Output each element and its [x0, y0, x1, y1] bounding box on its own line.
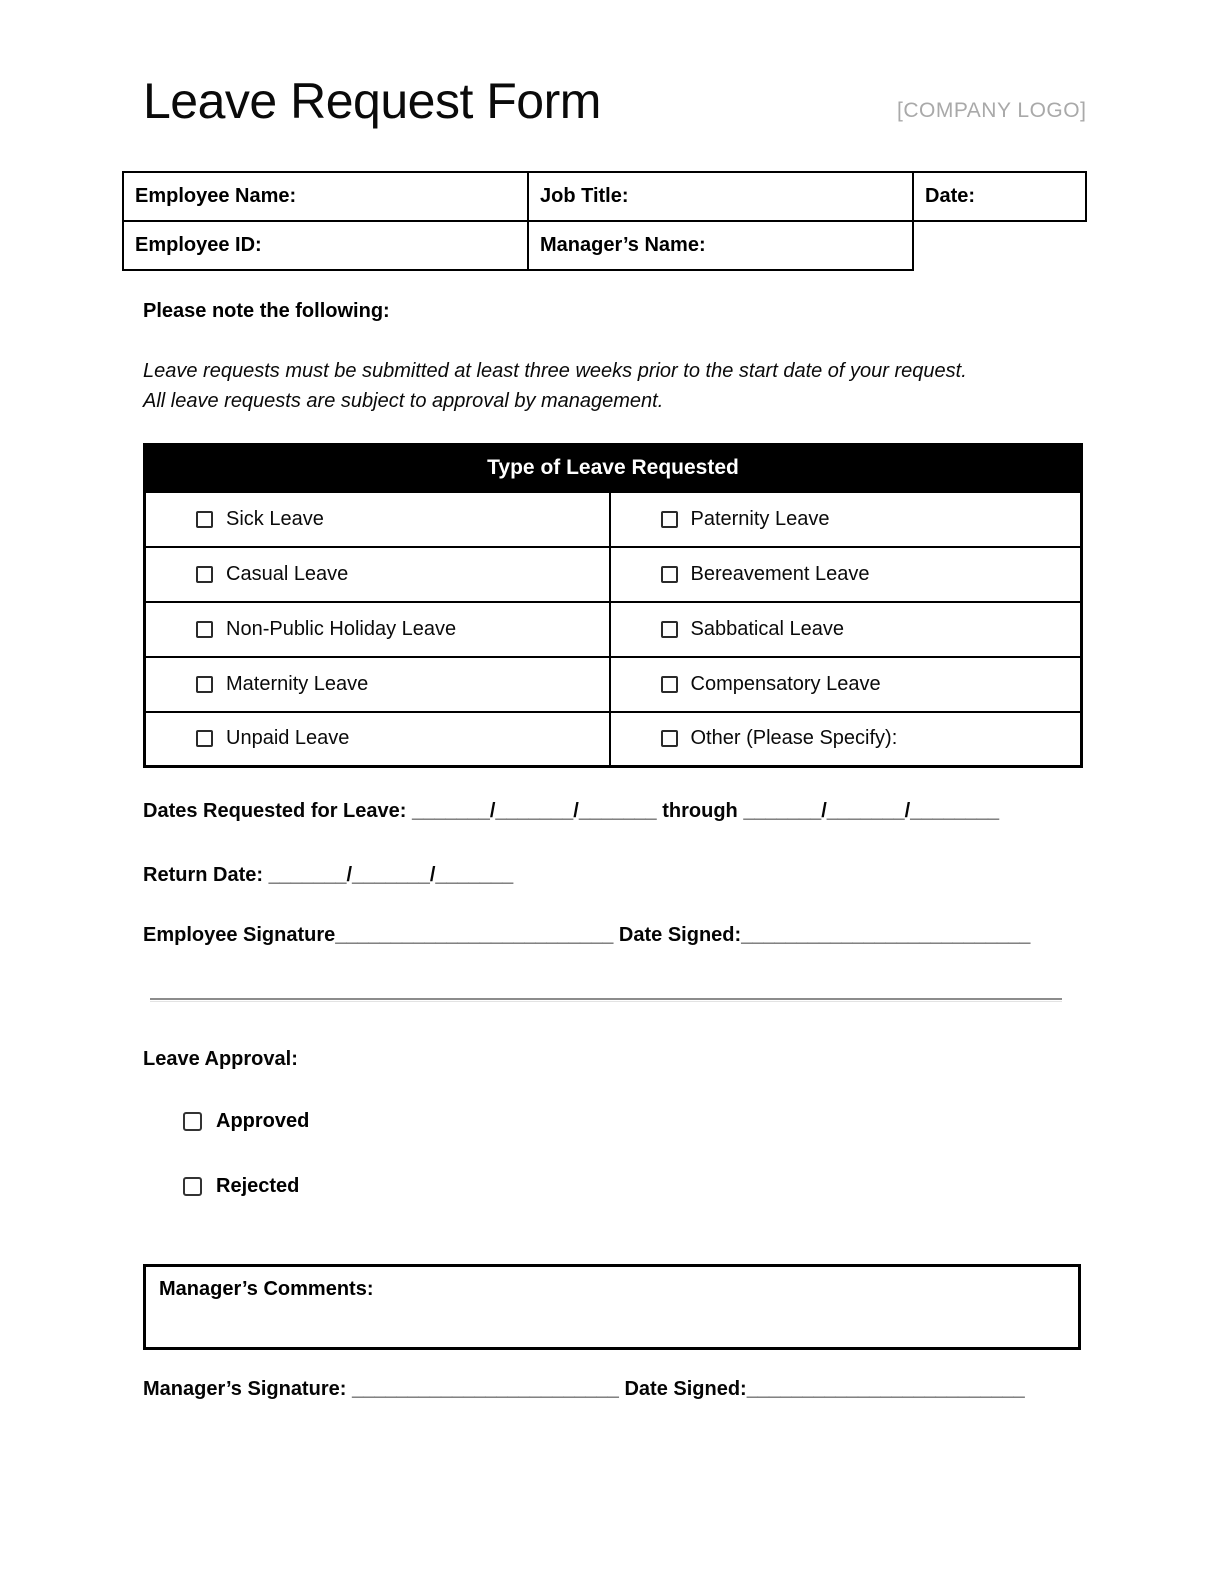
leave-option-label: Paternity Leave	[690, 507, 830, 530]
through-label: through	[662, 800, 738, 822]
leave-option-label: Unpaid Leave	[226, 727, 350, 750]
empty-cell	[913, 221, 1086, 270]
leave-option-cell	[610, 602, 1082, 657]
manager-name-cell: Manager’s Name:	[528, 221, 913, 270]
employee-signature-line	[143, 924, 1030, 947]
leave-option-cell	[145, 712, 610, 767]
return-date-line	[143, 864, 513, 887]
approved-label: Approved	[216, 1110, 310, 1132]
table-row	[145, 657, 1082, 712]
section-divider	[150, 998, 1062, 1002]
leave-option-label: Casual Leave	[226, 562, 349, 585]
leave-option-cell	[610, 712, 1082, 767]
date-blank-end: _______/_______/________	[743, 800, 1000, 822]
employee-id-cell: Employee ID:	[123, 221, 528, 270]
leave-option-label: Other (Please Specify):	[690, 727, 898, 750]
table-row	[123, 172, 1086, 221]
dates-requested-line	[143, 800, 999, 823]
employee-signature-blank: _________________________	[335, 924, 614, 946]
date-signed-blank: _________________________	[746, 1378, 1025, 1400]
page-title: Leave Request Form	[143, 73, 601, 129]
checkbox-casual-leave[interactable]	[196, 566, 213, 583]
leave-option-cell	[610, 547, 1082, 602]
table-row	[123, 221, 1086, 270]
date-cell: Date:	[913, 172, 1086, 221]
note-line: Leave requests must be submitted at least three weeks prior to the start date of your request.	[143, 360, 967, 382]
checkbox-compensatory-leave[interactable]	[661, 676, 678, 693]
checkbox-paternity-leave[interactable]	[661, 511, 678, 528]
manager-signature-label: Manager’s Signature:	[143, 1378, 347, 1400]
table-header-row	[145, 445, 1082, 492]
return-date-blank: _______/_______/_______	[268, 864, 514, 886]
note-line: All leave requests are subject to approval by management.	[143, 390, 664, 412]
date-signed-blank: __________________________	[741, 924, 1031, 946]
dates-requested-label: Dates Requested for Leave:	[143, 800, 407, 822]
checkbox-maternity-leave[interactable]	[196, 676, 213, 693]
manager-signature-line	[143, 1378, 1025, 1401]
return-date-label: Return Date:	[143, 864, 264, 886]
manager-comments-label: Manager’s Comments:	[159, 1278, 374, 1300]
checkbox-unpaid-leave[interactable]	[196, 730, 213, 747]
checkbox-sabbatical-leave[interactable]	[661, 621, 678, 638]
checkbox-bereavement-leave[interactable]	[661, 566, 678, 583]
leave-option-cell	[145, 547, 610, 602]
leave-option-cell	[145, 657, 610, 712]
leave-option-label: Bereavement Leave	[690, 562, 870, 585]
checkbox-approved[interactable]	[183, 1112, 202, 1131]
company-logo-placeholder: [COMPANY LOGO]	[897, 99, 1087, 122]
leave-option-label: Maternity Leave	[226, 672, 369, 695]
note-heading: Please note the following:	[143, 300, 390, 322]
leave-option-label: Non-Public Holiday Leave	[226, 617, 457, 640]
leave-table-header: Type of Leave Requested	[145, 445, 1082, 492]
leave-option-cell	[610, 492, 1082, 547]
leave-option-label: Compensatory Leave	[690, 672, 881, 695]
date-signed-label: Date Signed:	[624, 1378, 747, 1400]
checkbox-sick-leave[interactable]	[196, 511, 213, 528]
leave-option-label: Sabbatical Leave	[690, 617, 844, 640]
employee-info-table	[122, 171, 1087, 271]
table-row	[145, 547, 1082, 602]
leave-option-cell	[145, 492, 610, 547]
checkbox-rejected[interactable]	[183, 1177, 202, 1196]
employee-name-cell: Employee Name:	[123, 172, 528, 221]
approved-option	[183, 1110, 309, 1133]
leave-type-table	[143, 443, 1083, 768]
note-paragraph	[143, 356, 967, 416]
checkbox-other-leave[interactable]	[661, 730, 678, 747]
rejected-option	[183, 1175, 299, 1198]
date-signed-label: Date Signed:	[618, 924, 742, 946]
leave-approval-heading: Leave Approval:	[143, 1048, 298, 1070]
employee-signature-label: Employee Signature	[143, 924, 336, 946]
rejected-label: Rejected	[216, 1175, 300, 1197]
leave-option-cell	[610, 657, 1082, 712]
job-title-cell: Job Title:	[528, 172, 913, 221]
table-row	[145, 602, 1082, 657]
manager-signature-blank: ________________________	[351, 1378, 619, 1400]
leave-option-label: Sick Leave	[226, 507, 324, 530]
date-blank-start: _______/_______/_______	[411, 800, 657, 822]
manager-comments-box[interactable]	[143, 1264, 1081, 1350]
table-row	[145, 492, 1082, 547]
table-row	[145, 712, 1082, 767]
checkbox-non-public-holiday-leave[interactable]	[196, 621, 213, 638]
leave-option-cell	[145, 602, 610, 657]
